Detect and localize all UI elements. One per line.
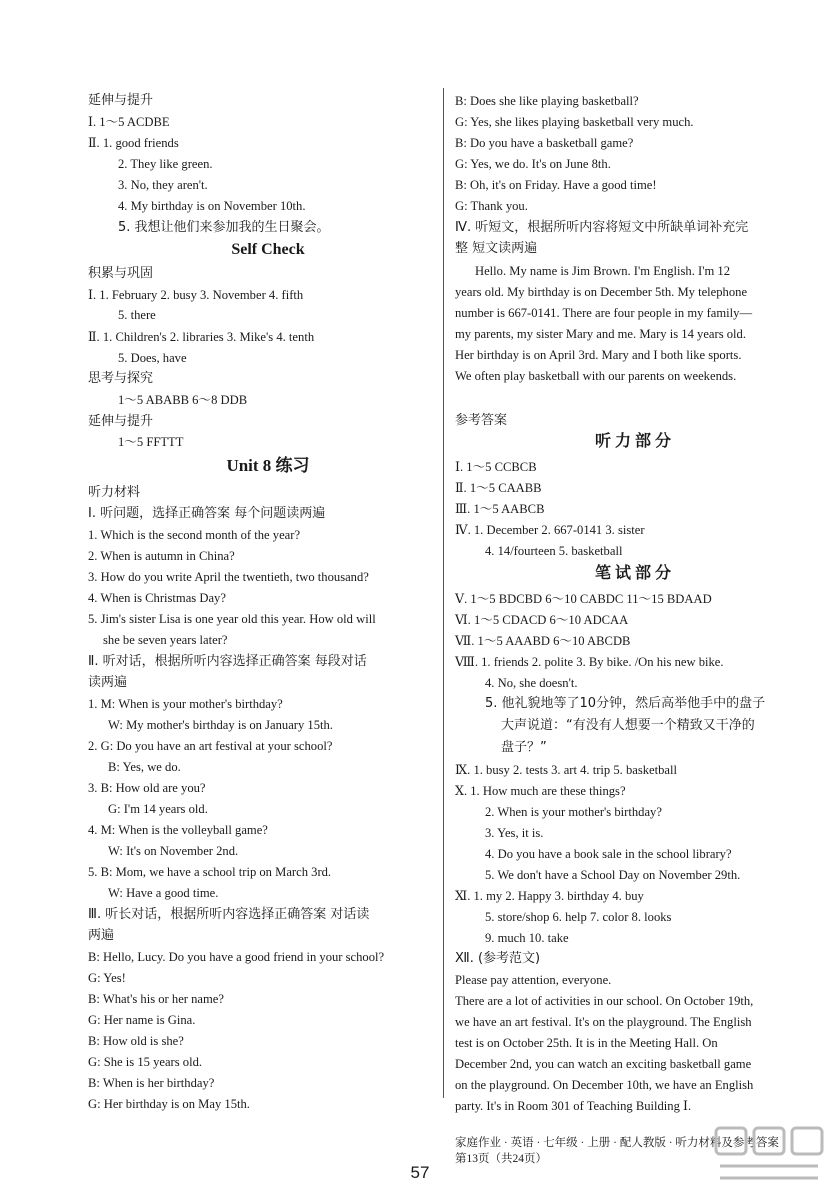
right-column-line: Ⅸ. 1. busy 2. tests 3. art 4. trip 5. basketball (455, 763, 678, 777)
left-column-line: 2. When is autumn in China? (88, 549, 235, 563)
right-column-line: G: Yes, we do. It's on June 8th. (455, 157, 611, 171)
right-column-line: Ⅶ. 1～5 AAABD 6～10 ABCDB (455, 634, 631, 648)
left-column-line: G: Her birthday is on May 15th. (88, 1097, 250, 1111)
left-column-line: G: Yes! (88, 971, 126, 985)
right-column-line: B: Do you have a basketball game? (455, 136, 634, 150)
left-column-line: 2. They like green. (118, 157, 213, 171)
right-column-line: Ⅳ. 听短文，根据所听内容将短文中所缺单词补充完 (455, 220, 749, 235)
right-column-line: 5. 他礼貌地等了10分钟，然后高举他手中的盘子 (485, 696, 766, 711)
right-column-line: Please pay attention, everyone. (455, 973, 612, 987)
right-column-line: 5. We don't have a School Day on November 29th. (485, 868, 741, 882)
right-column-line: test is on October 25th. It is in the Meeting Hall. On (455, 1036, 718, 1050)
left-column-line: 1. Which is the second month of the year? (88, 528, 301, 542)
right-column-line: Ⅲ. 1～5 AABCB (455, 502, 545, 516)
left-column-line: Unit 8 练习 (226, 456, 310, 475)
left-column-line: W: It's on November 2nd. (108, 844, 239, 858)
left-column-line: 1. M: When is your mother's birthday? (88, 697, 283, 711)
left-column-line: 延伸与提升 (88, 93, 154, 108)
right-column-line: party. It's in Room 301 of Teaching Building Ⅰ. (455, 1099, 692, 1113)
left-column-line: 1～5 FFTTT (118, 435, 184, 449)
right-column-line: 3. Yes, it is. (485, 826, 544, 840)
left-column-line: 读两遍 (88, 675, 128, 690)
right-column-line: 4. 14/fourteen 5. basketball (485, 544, 623, 558)
left-column-line: Ⅱ. 听对话，根据所听内容选择正确答案 每段对话 (88, 654, 367, 669)
left-column-line: 5. Does, have (118, 351, 187, 365)
left-column-line: she be seven years later? (103, 633, 228, 647)
left-column-line: Self Check (231, 241, 305, 258)
left-column-line: Ⅱ. 1. Children's 2. libraries 3. Mike's 4. tenth (88, 330, 315, 344)
right-column-line: 5. store/shop 6. help 7. color 8. looks (485, 910, 672, 924)
right-column-line: There are a lot of activities in our school. On October 19th, (455, 994, 754, 1008)
left-column-line: W: My mother's birthday is on January 15th. (108, 718, 333, 732)
left-column-line: B: How old is she? (88, 1034, 184, 1048)
right-column-line: number is 667-0141. There are four people in my family— (455, 306, 753, 320)
right-column-line: December 2nd, you can watch an exciting basketball game (455, 1057, 752, 1071)
right-column-line: 4. Do you have a book sale in the school library? (485, 847, 732, 861)
left-column-line: 5. there (118, 308, 156, 322)
watermark-logo (710, 1122, 828, 1192)
left-column-line: B: Hello, Lucy. Do you have a good friend in your school? (88, 950, 385, 964)
left-column-line: 思考与探究 (88, 371, 154, 386)
right-column-line: G: Yes, she likes playing basketball very much. (455, 115, 694, 129)
right-column-line: years old. My birthday is on December 5th. My telephone (455, 285, 748, 299)
left-column-line: B: When is her birthday? (88, 1076, 215, 1090)
page-number: 57 (410, 1163, 430, 1182)
right-column-line: we have an art festival. It's on the playground. The English (455, 1015, 752, 1029)
left-column-line: Ⅰ. 1～5 ACDBE (88, 115, 170, 129)
right-column-line: We often play basketball with our parents on weekends. (455, 369, 737, 383)
left-column-line: 3. B: How old are you? (88, 781, 206, 795)
left-column-line: 5. B: Mom, we have a school trip on March 3rd. (88, 865, 332, 879)
left-column-line: 3. No, they aren't. (118, 178, 208, 192)
left-column-line: 5. 我想让他们来参加我的生日聚会。 (118, 220, 330, 235)
left-column-line: G: She is 15 years old. (88, 1055, 203, 1069)
right-column-line: B: Oh, it's on Friday. Have a good time! (455, 178, 657, 192)
right-column-line: Ⅻ. (参考范文) (455, 951, 541, 966)
left-column-line: Ⅲ. 听长对话，根据所听内容选择正确答案 对话读 (88, 907, 370, 922)
right-column-line: Ⅹ. 1. How much are these things? (455, 784, 626, 798)
left-column-line: 2. G: Do you have an art festival at your school? (88, 739, 333, 753)
right-column-line: 整 短文读两遍 (455, 241, 538, 256)
right-column-line: 听力部分 (594, 431, 675, 450)
left-column-line: 延伸与提升 (88, 414, 154, 429)
right-column-line: on the playground. On December 10th, we have an English (455, 1078, 754, 1092)
right-column-line: Ⅷ. 1. friends 2. polite 3. By bike. /On his new bike. (455, 655, 724, 669)
left-column-line: 积累与巩固 (88, 266, 154, 281)
right-column-line: 参考答案 (455, 413, 508, 428)
left-column-line: 4. My birthday is on November 10th. (118, 199, 306, 213)
left-column-line: 两遍 (88, 928, 115, 943)
right-column-line: my parents, my sister Mary and me. Mary is 14 years old. (455, 327, 746, 341)
left-column-line: W: Have a good time. (108, 886, 219, 900)
right-column-line: G: Thank you. (455, 199, 528, 213)
left-column-line: B: What's his or her name? (88, 992, 224, 1006)
right-column-line: Ⅱ. 1～5 CAABB (455, 481, 542, 495)
right-column-line: Ⅰ. 1～5 CCBCB (455, 460, 537, 474)
column-divider (443, 88, 444, 1098)
left-column-line: 3. How do you write April the twentieth, two thousand? (88, 570, 369, 584)
right-column-line: B: Does she like playing basketball? (455, 94, 639, 108)
left-column-line: G: Her name is Gina. (88, 1013, 196, 1027)
right-column-line: 大声说道：“有没有人想要一个精致又干净的 (501, 718, 755, 733)
right-column-line: 2. When is your mother's birthday? (485, 805, 662, 819)
left-column-line: G: I'm 14 years old. (108, 802, 208, 816)
left-column-line: 5. Jim's sister Lisa is one year old this year. How old will (88, 612, 376, 626)
left-column-line: 4. When is Christmas Day? (88, 591, 226, 605)
left-column-line: 4. M: When is the volleyball game? (88, 823, 268, 837)
right-column-line: 盘子？” (501, 740, 547, 755)
left-column-line: Ⅰ. 1. February 2. busy 3. November 4. fifth (88, 288, 304, 302)
right-column-line: 笔试部分 (594, 563, 675, 582)
footer-text: 家庭作业 · 英语 · 七年级 · 上册 · 配人教版 · 听力材料及参考答案 第13页（共24页） (455, 1137, 779, 1165)
right-column-line: Ⅳ. 1. December 2. 667-0141 3. sister (455, 523, 645, 537)
right-column-line: Hello. My name is Jim Brown. I'm English. I'm 12 (475, 264, 730, 278)
right-column-line: 9. much 10. take (485, 931, 569, 945)
left-column-line: 听力材料 (88, 485, 141, 500)
right-column-line: Ⅵ. 1～5 CDACD 6～10 ADCAA (455, 613, 629, 627)
left-column-line: B: Yes, we do. (108, 760, 181, 774)
right-column-line: Ⅺ. 1. my 2. Happy 3. birthday 4. buy (455, 889, 644, 903)
right-column-line: Ⅴ. 1～5 BDCBD 6～10 CABDC 11～15 BDAAD (455, 592, 712, 606)
right-column-line: 4. No, she doesn't. (485, 676, 578, 690)
left-column-line: Ⅰ. 听问题，选择正确答案 每个问题读两遍 (88, 506, 326, 521)
left-column-line: Ⅱ. 1. good friends (88, 136, 179, 150)
left-column-line: 1～5 ABABB 6～8 DDB (118, 393, 248, 407)
right-column-line: Her birthday is on April 3rd. Mary and I both like sports. (455, 348, 742, 362)
